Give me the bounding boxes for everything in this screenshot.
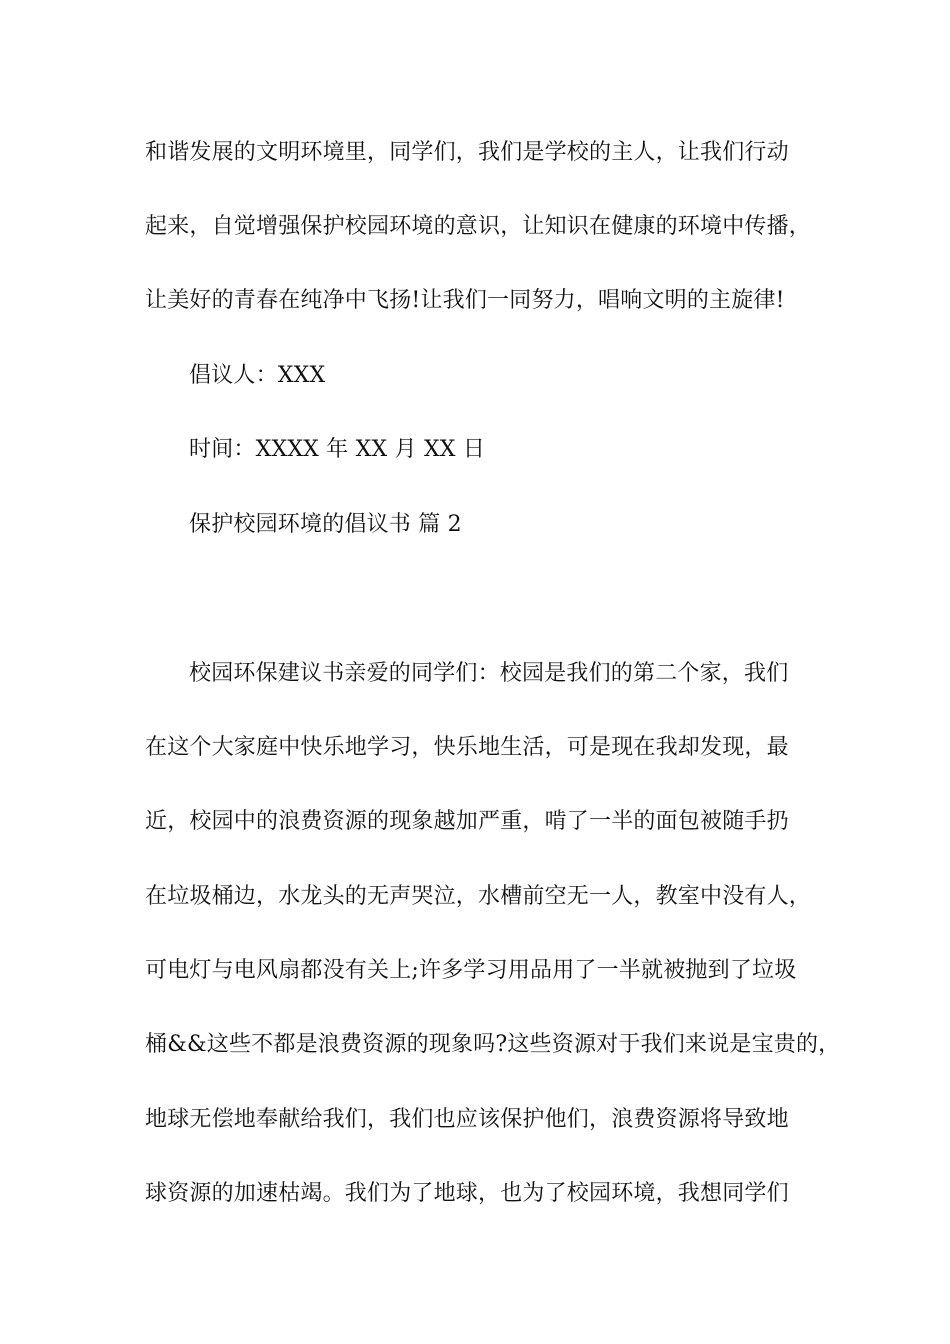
signer-line: 倡议人：XXX — [189, 363, 326, 388]
section-heading: 保护校园环境的倡议书 篇 2 — [189, 512, 462, 537]
paragraph-line: 在这个大家庭中快乐地学习，快乐地生活，可是现在我却发现，最 — [145, 735, 789, 760]
paragraph-line: 在垃圾桶边，水龙头的无声哭泣，水槽前空无一人，教室中没有人， — [145, 884, 812, 909]
paragraph-line: 和谐发展的文明环境里，同学们，我们是学校的主人，让我们行动 — [145, 140, 789, 165]
paragraph-line: 桶&&这些不都是浪费资源的现象吗?这些资源对于我们来说是宝贵的， — [145, 1032, 841, 1057]
paragraph-line: 让美好的青春在纯净中飞扬!让我们一同努力，唱响文明的主旋律! — [145, 288, 785, 313]
paragraph-line: 地球无偿地奉献给我们，我们也应该保护他们，浪费资源将导致地 — [145, 1107, 789, 1132]
date-line: 时间：XXXX 年 XX 月 XX 日 — [189, 437, 486, 462]
paragraph-line: 校园环保建议书亲爱的同学们：校园是我们的第二个家，我们 — [189, 661, 789, 686]
paragraph-line: 可电灯与电风扇都没有关上;许多学习用品用了一半就被抛到了垃圾 — [145, 958, 797, 983]
paragraph-line: 起来，自觉增强保护校园环境的意识，让知识在健康的环境中传播， — [145, 214, 812, 239]
paragraph-line: 近，校园中的浪费资源的现象越加严重，啃了一半的面包被随手扔 — [145, 809, 789, 834]
paragraph-line: 球资源的加速枯竭。我们为了地球，也为了校园环境，我想同学们 — [145, 1181, 789, 1206]
